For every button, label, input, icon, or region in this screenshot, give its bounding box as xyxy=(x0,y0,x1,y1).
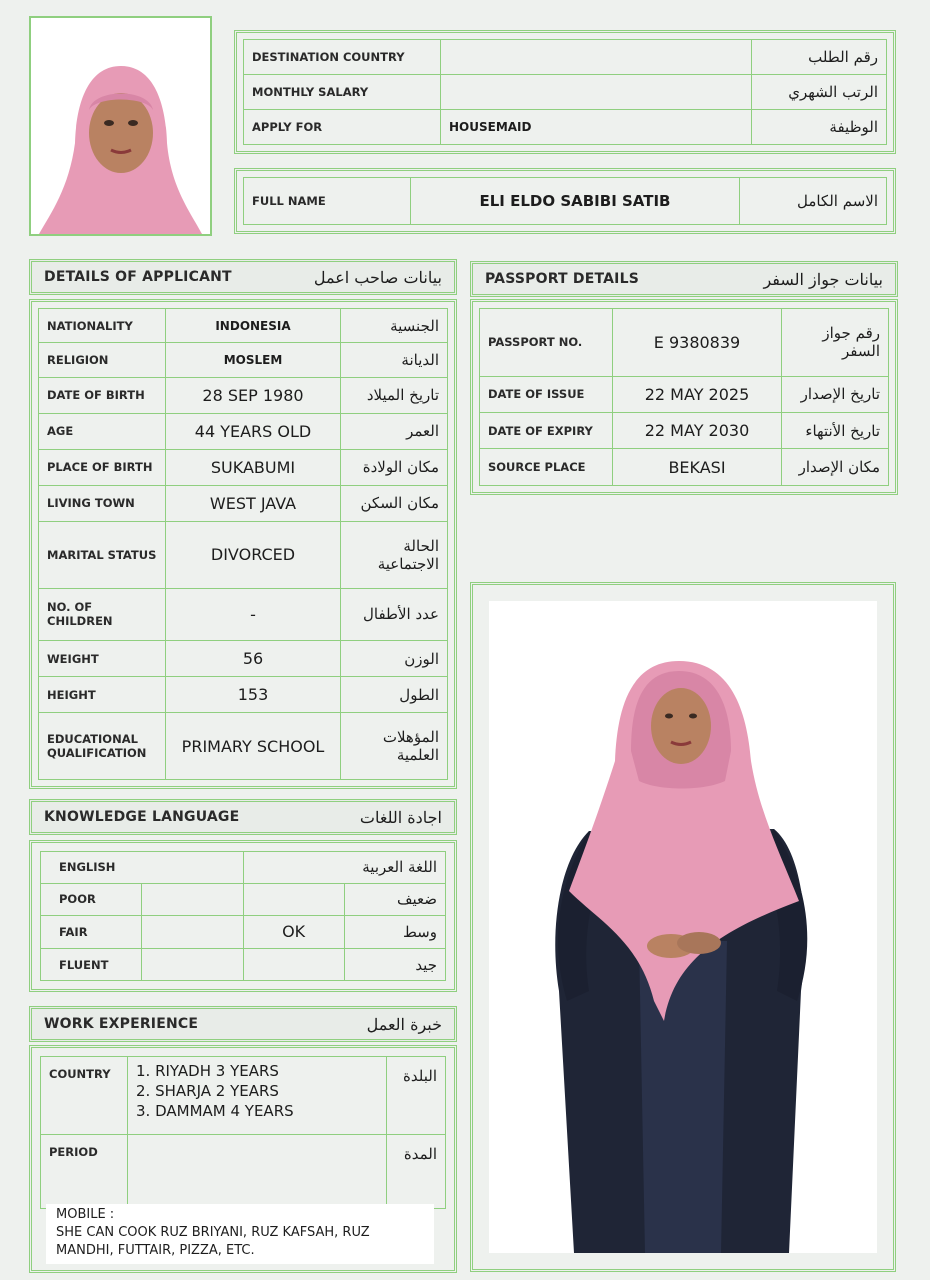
applicant-section-title: DETAILS OF APPLICANT xyxy=(44,269,232,285)
mobile-label: MOBILE : xyxy=(56,1207,115,1222)
language-section-title-ar: اجادة اللغات xyxy=(359,807,442,827)
passport-row-arabic: رقم جواز السفر xyxy=(782,309,889,377)
applicant-row-arabic: مكان الولادة xyxy=(341,449,448,485)
monthly-salary-row: MONTHLY SALARY الرتب الشهري xyxy=(244,75,887,110)
applicant-row-arabic: الطول xyxy=(341,677,448,713)
passport-row-label: SOURCE PLACE xyxy=(480,449,613,486)
applicant-photo-full xyxy=(489,601,877,1253)
language-row-poor: POOR ضعيف xyxy=(41,883,446,915)
applicant-row xyxy=(39,485,448,521)
experience-section-title: WORK EXPERIENCE xyxy=(44,1016,199,1032)
full-body-illustration xyxy=(489,601,877,1253)
language-row-fair: FAIR OK وسط xyxy=(41,915,446,949)
experience-section-title-ar: خبرة العمل xyxy=(366,1014,442,1034)
applicant-row xyxy=(39,343,448,377)
passport-row-arabic: مكان الإصدار xyxy=(782,449,889,486)
passport-section-header xyxy=(470,261,898,297)
passport-row-label: DATE OF EXPIRY xyxy=(480,412,613,448)
language-section-title: KNOWLEDGE LANGUAGE xyxy=(44,809,240,825)
passport-row-label: DATE OF ISSUE xyxy=(480,376,613,412)
applicant-row-label: AGE xyxy=(39,413,166,449)
language-row-fluent: FLUENT جيد xyxy=(41,949,446,981)
applicant-row-label: LIVING TOWN xyxy=(39,485,166,521)
applicant-row-arabic: المؤهلات العلمية xyxy=(341,713,448,780)
full-name-box xyxy=(234,168,896,234)
job-info-box xyxy=(234,30,896,154)
passport-row xyxy=(480,309,889,377)
applicant-row-value: - xyxy=(166,588,341,640)
experience-table xyxy=(29,1045,457,1273)
applicant-row-value: DIVORCED xyxy=(166,521,341,588)
applicant-row-value: 153 xyxy=(166,677,341,713)
applicant-row-arabic: العمر xyxy=(341,413,448,449)
portrait-illustration xyxy=(31,18,210,234)
language-header-row: ENGLISH اللغة العربية xyxy=(41,852,446,884)
passport-row xyxy=(480,376,889,412)
applicant-row-arabic: مكان السكن xyxy=(341,485,448,521)
full-body-photo-frame xyxy=(470,582,896,1272)
passport-row-value: 22 MAY 2025 xyxy=(613,376,782,412)
applicant-row-value: 28 SEP 1980 xyxy=(166,377,341,413)
applicant-row xyxy=(39,588,448,640)
applicant-row-arabic: الوزن xyxy=(341,640,448,676)
applicant-row-label: WEIGHT xyxy=(39,640,166,676)
applicant-row-value: SUKABUMI xyxy=(166,449,341,485)
applicant-row xyxy=(39,413,448,449)
experience-country-row: COUNTRY 1. RIYADH 3 YEARS 2. SHARJA 2 YEARS 3. DAMMAM 4 YEARS البلدة xyxy=(41,1057,446,1135)
cooking-skills-note: SHE CAN COOK RUZ BRIYANI, RUZ KAFSAH, RUZ MANDHI, FUTTAIR, PIZZA, ETC. xyxy=(56,1225,370,1259)
applicant-row-value: PRIMARY SCHOOL xyxy=(166,713,341,780)
applicant-row-arabic: الحالة الاجتماعية xyxy=(341,521,448,588)
applicant-row xyxy=(39,713,448,780)
experience-section-header xyxy=(29,1006,457,1042)
experience-country-list xyxy=(128,1057,387,1135)
applicant-row-label: EDUCATIONAL QUALIFICATION xyxy=(39,713,166,780)
applicant-row-label: NO. OF CHILDREN xyxy=(39,588,166,640)
passport-row-value: BEKASI xyxy=(613,449,782,486)
applicant-row-value: INDONESIA xyxy=(166,309,341,343)
applicant-row-value: MOSLEM xyxy=(166,343,341,377)
applicant-row-arabic: الجنسية xyxy=(341,309,448,343)
applicant-details-table xyxy=(29,299,457,789)
apply-for-row: APPLY FOR HOUSEMAID الوظيفة xyxy=(244,110,887,145)
applicant-row xyxy=(39,377,448,413)
experience-country-item: 3. DAMMAM 4 YEARS xyxy=(136,1102,294,1120)
language-table xyxy=(29,840,457,992)
experience-country-item: 1. RIYADH 3 YEARS xyxy=(136,1062,279,1080)
passport-details-table xyxy=(470,299,898,495)
language-section-header xyxy=(29,799,457,835)
applicant-row-label: NATIONALITY xyxy=(39,309,166,343)
full-name-row: FULL NAME ELI ELDO SABIBI SATIB الاسم الكامل xyxy=(244,178,887,225)
passport-row-arabic: تاريخ الأنتهاء xyxy=(782,412,889,448)
passport-row xyxy=(480,449,889,486)
destination-country-row: DESTINATION COUNTRY رقم الطلب xyxy=(244,40,887,75)
passport-row-value: E 9380839 xyxy=(613,309,782,377)
experience-country-item: 2. SHARJA 2 YEARS xyxy=(136,1082,279,1100)
applicant-row-label: PLACE OF BIRTH xyxy=(39,449,166,485)
applicant-row-label: HEIGHT xyxy=(39,677,166,713)
applicant-row xyxy=(39,449,448,485)
mobile-note xyxy=(46,1204,434,1264)
passport-row-arabic: تاريخ الإصدار xyxy=(782,376,889,412)
applicant-row xyxy=(39,521,448,588)
applicant-row-arabic: عدد الأطفال xyxy=(341,588,448,640)
applicant-section-header xyxy=(29,259,457,295)
applicant-section-title-ar: بيانات صاحب اعمل xyxy=(313,267,442,287)
applicant-row-value: WEST JAVA xyxy=(166,485,341,521)
passport-row-value: 22 MAY 2030 xyxy=(613,412,782,448)
applicant-row-value: 56 xyxy=(166,640,341,676)
applicant-row-label: DATE OF BIRTH xyxy=(39,377,166,413)
applicant-row-arabic: الديانة xyxy=(341,343,448,377)
applicant-row xyxy=(39,309,448,343)
applicant-row-label: RELIGION xyxy=(39,343,166,377)
experience-period-row: PERIOD المدة xyxy=(41,1135,446,1209)
passport-section-title-ar: بيانات جواز السفر xyxy=(763,269,883,289)
applicant-row-arabic: تاريخ الميلاد xyxy=(341,377,448,413)
passport-row-label: PASSPORT NO. xyxy=(480,309,613,377)
applicant-row xyxy=(39,640,448,676)
applicant-photo-small xyxy=(29,16,212,236)
applicant-row-value: 44 YEARS OLD xyxy=(166,413,341,449)
applicant-row xyxy=(39,677,448,713)
passport-section-title: PASSPORT DETAILS xyxy=(485,271,639,287)
passport-row xyxy=(480,412,889,448)
applicant-row-label: MARITAL STATUS xyxy=(39,521,166,588)
